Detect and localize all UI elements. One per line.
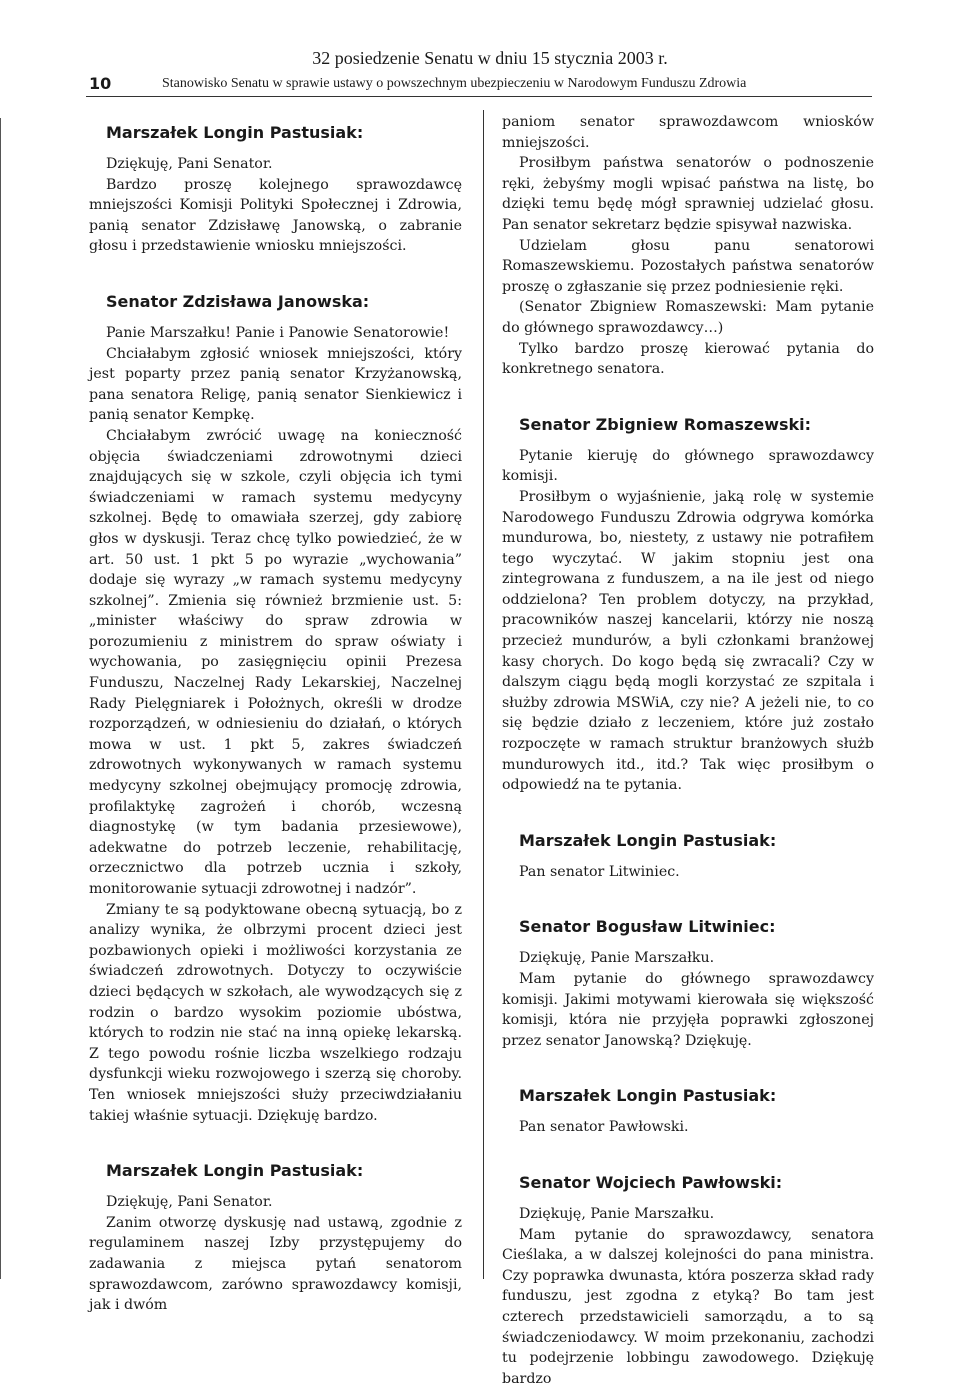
speech-paragraph: Prosiłbym o wyjaśnienie, jaką rolę w systemie Narodowego Funduszu Zdrowia odgrywa komórka mundurowa, bo, niestety, z ustawy nie potrafiłem tego wyczytać. W jakim stopniu jest ona zintegrowana z funduszem, a na ile jest od niego oddzielona? Ten problem dotyczy, na przykład, pracowników naszej kancelarii, którzy nie noszą przecież mundurów, a byli członkami branżowej kasy chorych. Do kogo będą się zwracali? Czy w dalszym ciągu będą mogli korzystać ze szpitala i służby zdrowia MSWiA, czy nie? A jeżeli nie, to co się będzie działo z leczeniem, które już zostało rozpoczęte w ramach struktur branżowych służb mundurowych itd., itd.? Tak więc prosiłbym o odpowiedź na te pytania. <box>502 488 874 794</box>
speech-paragraph: Chciałabym zgłosić wniosek mniejszości, który jest poparty przez panią senator Krzyżanowską, pana senatora Religę, panią senator Sienkiewicz i panią senator Kempkę. <box>89 345 462 424</box>
running-title: Stanowisko Senatu w sprawie ustawy o powszechnym ubezpieczeniu w Narodowym Funduszu Zdrowia <box>162 76 747 91</box>
section-spacer <box>89 1126 462 1160</box>
left-column <box>89 112 462 1314</box>
speaker-heading: Marszałek Longin Pastusiak: <box>519 1086 777 1106</box>
section-spacer <box>502 882 874 916</box>
speech-paragraph: Dziękuję, Pani Senator. <box>106 156 273 172</box>
speech-paragraph: Udzielam głosu panu senatorowi Romaszewskiemu. Pozostałych państwa senatorów proszę o zgłaszanie się przez podniesienie ręki. <box>502 237 874 295</box>
speaker-heading: Marszałek Longin Pastusiak: <box>519 830 777 850</box>
speaker-heading: Marszałek Longin Pastusiak: <box>106 123 364 142</box>
speech-paragraph: Prosiłbym państwa senatorów o podnoszenie ręki, żebyśmy mogli wpisać państwa na listę, bo dzięki temu będę mógł sprawniej udzielać głosu. Pan senator sekretarz będzie spisywał nazwiska. <box>502 155 874 233</box>
section-spacer <box>502 796 874 830</box>
speech-paragraph: Pan senator Litwiniec. <box>519 863 680 880</box>
speech-paragraph: Dziękuję, Panie Marszałku. <box>519 950 715 967</box>
speech-paragraph: Chciałabym zwrócić uwagę na konieczność objęcia świadczeniami zdrowotnymi dzieci znajdujących się w szkole, czyli objęcia ich tymi świadczeniami w ramach systemu medycyny szkolnej. Będę to omawiała szerzej, gdy zabiorę głos w dyskusji. Teraz chcę tylko powiedzieć, że w art. 50 ust. 1 pkt 5 po wyrazie „wychowania” dodaje się wyrazy „w ramach systemu medycyny szkolnej”. Zmienia się również brzmienie ust. 5: „minister właściwy do spraw zdrowia w porozumieniu z ministrem do spraw oświaty i wychowania, po zasięgnięciu opinii Prezesa Funduszu, Naczelnej Rady Lekarskiej, Naczelnej Rady Pielęgniarek i Położnych, określi w drodze rozporządzeń, w odniesieniu do działań, o których mowa w ust. 1 pkt 5, zakres świadczeń zdrowotnych wykonywanych w ramach systemu medycyny szkolnej obejmujący promocję zdrowia, profilaktykę zagrożeń i chorób, wczesną diagnostykę (w tym badania przesiewowe), adekwatne do potrzeb leczenie, rehabilitację, orzecznictwo dla potrzeb ucznia i szkoły, monitorowanie sytuacji zdrowotnej i nadzór”. <box>89 427 462 897</box>
speech-paragraph: Mam pytanie do głównego sprawozdawcy komisji. Jakimi motywami kierowała się większość komisji, która nie przyjęła poprawki zgłoszonej przez senator Janowską? Dziękuję. <box>502 971 874 1049</box>
section-spacer <box>502 1051 874 1085</box>
speech-paragraph: paniom senator sprawozdawcom wniosków mniejszości. <box>502 114 874 151</box>
speech-paragraph: Bardzo proszę kolejnego sprawozdawcę mniejszości Komisji Polityki Społecznej i Zdrowia, panią senator Zdzisławę Janowską, o zabranie głosu i przedstawienie wniosku mniejszości. <box>89 176 462 255</box>
top-gap <box>89 112 462 122</box>
column-divider <box>483 110 484 1279</box>
speech-paragraph: Zmiany te są podyktowane obecną sytuacją, bo z analizy wynika, że olbrzymi procent dzieci jest pozbawionych opieki i możliwości korzystania ze świadczeń zdrowotnych. Dotyczy to oczywiście dzieci będących w szkołach, ale wywodzących się z rodzin o bardzo wysokim poziomie ubóstwa, których to rodzin nie stać na inną opiekę lekarską. Z tego powodu rośnie liczba wszelkiego rodzaju dysfunkcji wieku rozwojowego i szerzą się choroby. Ten wniosek mniejszości służy przeciwdziałaniu takiej właśnie sytuacji. Dziękuję bardzo. <box>89 901 462 1124</box>
margin-mark <box>0 118 1 1279</box>
page-header <box>0 0 960 100</box>
section-spacer <box>89 257 462 291</box>
right-column <box>502 112 874 1387</box>
speaker-heading: Senator Wojciech Pawłowski: <box>519 1172 783 1192</box>
speech-paragraph: Zanim otworzę dyskusję nad ustawą, zgodnie z regulaminem naszej Izby przystępujemy do zadawania z miejsca pytań senatorom sprawozdawcom, zarówno sprawozdawcy komisji, jak i dwóm <box>89 1214 462 1314</box>
speech-paragraph: (Senator Zbigniew Romaszewski: Mam pytanie do głównego sprawozdawcy…) <box>502 299 874 336</box>
speech-paragraph: Pan senator Pawłowski. <box>519 1119 689 1136</box>
speech-paragraph: Tylko bardzo proszę kierować pytania do konkretnego senatora. <box>502 340 874 378</box>
speaker-heading: Senator Bogusław Litwiniec: <box>519 917 776 937</box>
speech-paragraph: Panie Marszałku! Panie i Panowie Senatorowie! <box>106 324 450 341</box>
speaker-heading: Marszałek Longin Pastusiak: <box>106 1161 364 1181</box>
section-spacer <box>502 380 874 414</box>
speech-paragraph: Dziękuję, Panie Marszałku. <box>519 1205 715 1222</box>
speech-paragraph: Mam pytanie do sprawozdawcy, senatora Cieślaka, a w dalszej kolejności do pana ministra. Czy poprawka dwunasta, która poszerza skład rady funduszu, jest zgodna z etyką? Bo tam jest czterech przedstawicieli samorządu, a to są świadczeniodawcy. W moim przekonaniu, zachodzi tu podejrzenie lobbingu zawodowego. Dziękuję bardzo <box>502 1226 874 1387</box>
speech-paragraph: Dziękuję, Pani Senator. <box>106 1194 273 1211</box>
session-title: 32 posiedzenie Senatu w dniu 15 stycznia 2003 r. <box>312 48 668 68</box>
section-spacer <box>502 1138 874 1172</box>
speech-paragraph: Pytanie kieruję do głównego sprawozdawcy komisji. <box>502 447 874 485</box>
page-number: 10 <box>89 74 112 93</box>
speaker-heading: Senator Zbigniew Romaszewski: <box>519 414 812 434</box>
header-rule <box>86 96 872 97</box>
speaker-heading: Senator Zdzisława Janowska: <box>106 291 370 311</box>
